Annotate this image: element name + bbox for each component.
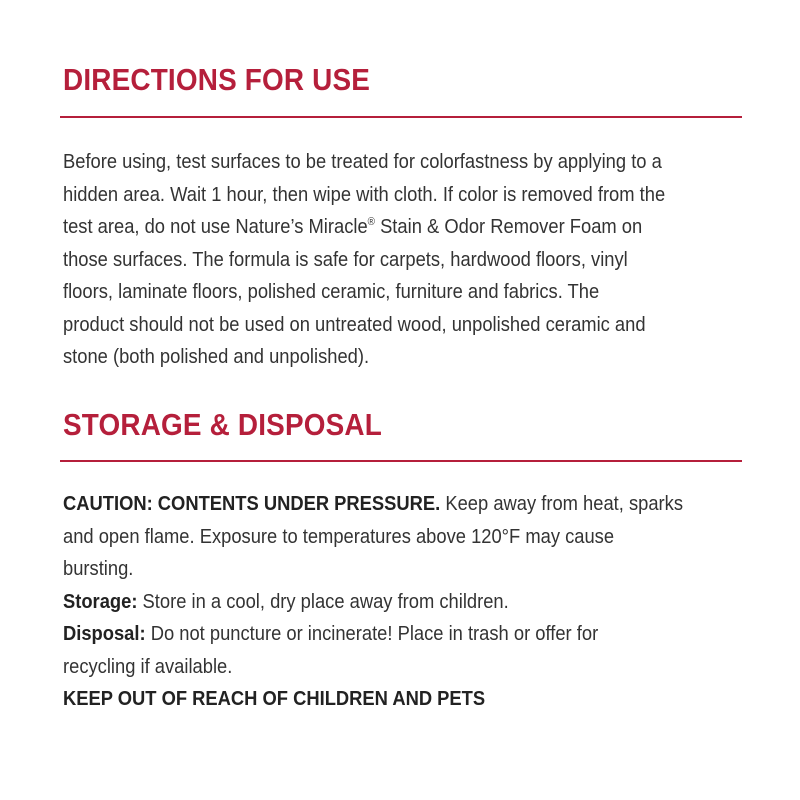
caution-line-3: bursting.	[63, 558, 134, 580]
caution-label: CAUTION: CONTENTS UNDER PRESSURE.	[63, 493, 441, 515]
storage-text: Store in a cool, dry place away from children.	[142, 590, 509, 613]
caution-text-1: Keep away from heat, sparks	[445, 493, 684, 515]
disposal-line-2: recycling if available.	[63, 655, 233, 678]
storage-title: STORAGE & DISPOSAL	[63, 407, 382, 442]
disposal-label: Disposal:	[63, 623, 146, 645]
storage-line	[63, 586, 718, 619]
registered-mark: ®	[367, 216, 375, 228]
directions-line-1: Before using, test surfaces to be treated for colorfastness by applying to a	[63, 151, 662, 173]
directions-title: DIRECTIONS FOR USE	[63, 62, 371, 97]
directions-line-5: floors, laminate floors, polished ceramic, furniture and fabrics. The	[63, 281, 600, 303]
directions-line-6: product should not be used on untreated wood, unpolished ceramic and	[63, 313, 646, 336]
directions-body	[63, 146, 718, 374]
storage-body	[63, 488, 718, 716]
disposal-text-1: Do not puncture or incinerate! Place in trash or offer for	[150, 623, 599, 645]
storage-label: Storage:	[63, 590, 138, 613]
directions-line-4: those surfaces. The formula is safe for carpets, hardwood floors, vinyl	[63, 248, 628, 271]
directions-line-3b: Stain & Odor Remover Foam on	[380, 216, 643, 238]
caution-line-1	[63, 488, 718, 521]
directions-line-2: hidden area. Wait 1 hour, then wipe with cloth. If color is removed from the	[63, 183, 666, 206]
directions-divider	[60, 116, 742, 118]
storage-divider	[60, 460, 742, 462]
directions-line-3	[63, 211, 718, 244]
keep-out-warning: KEEP OUT OF REACH OF CHILDREN AND PETS	[63, 688, 486, 710]
disposal-line-1	[63, 618, 718, 651]
directions-line-3a: test area, do not use Nature’s Miracle	[63, 216, 368, 238]
directions-line-7: stone (both polished and unpolished).	[63, 346, 370, 368]
caution-line-2: and open flame. Exposure to temperatures above 120°F may cause	[63, 525, 615, 548]
